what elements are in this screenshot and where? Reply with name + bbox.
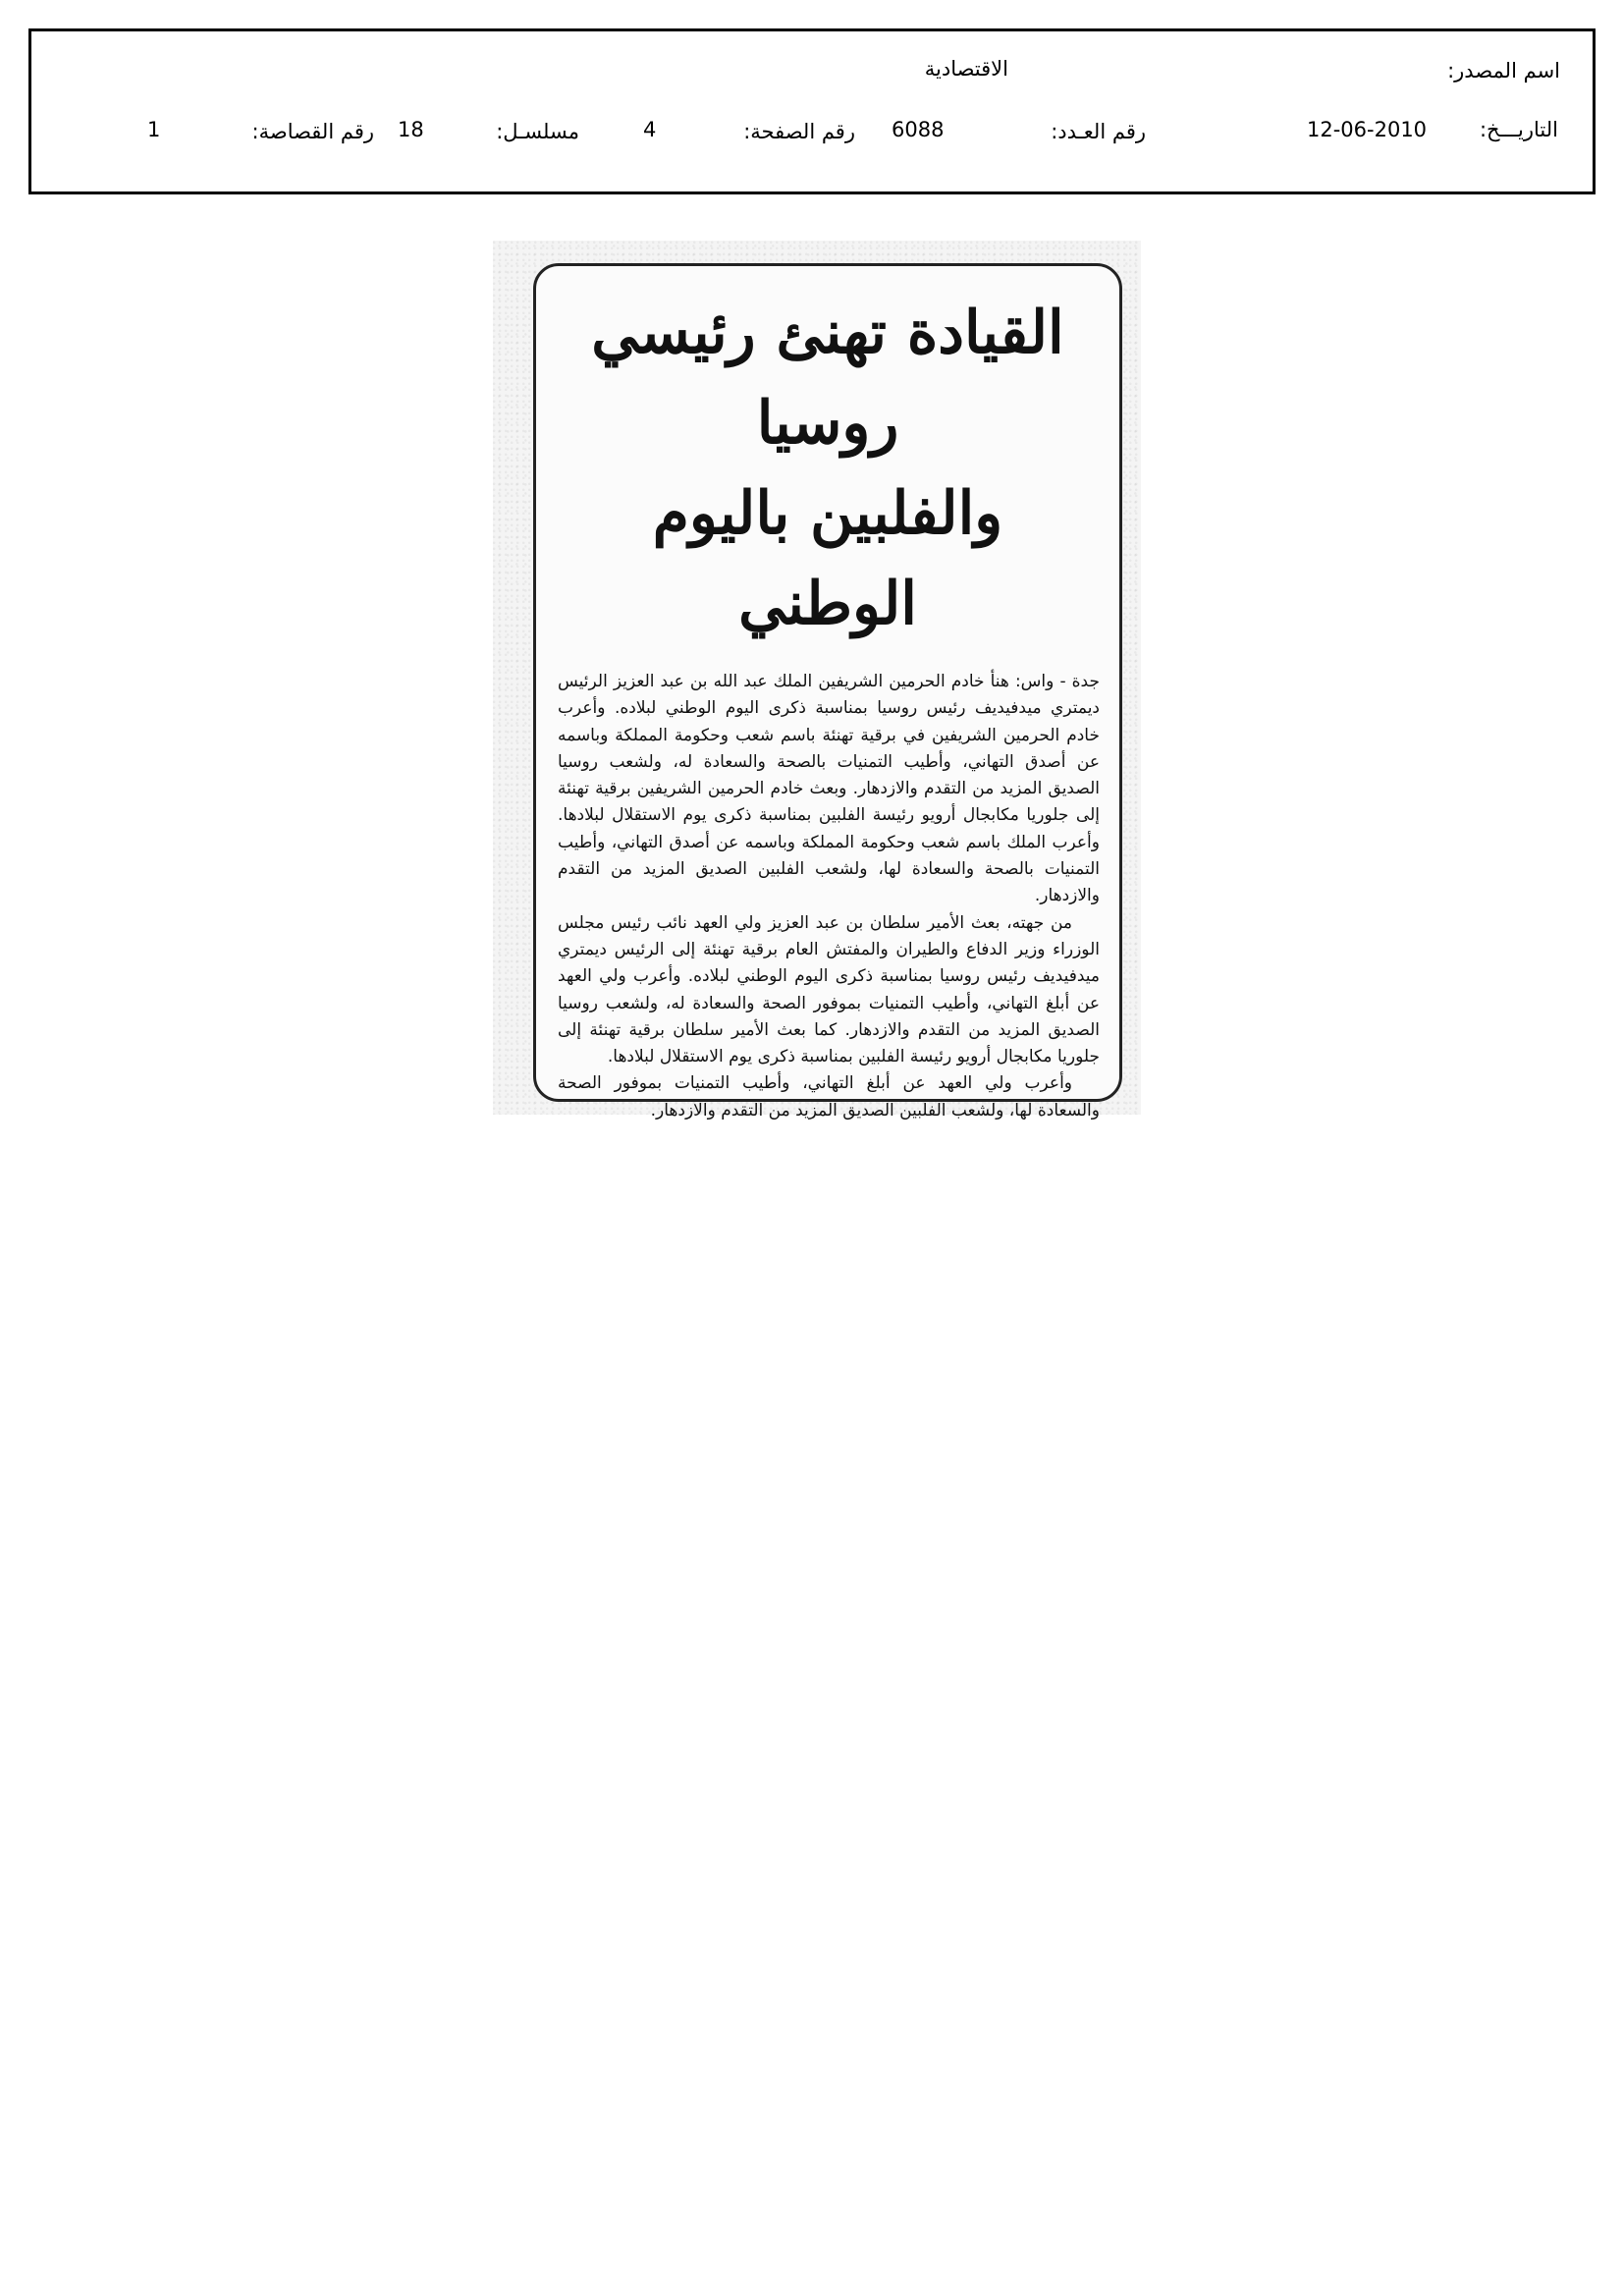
source-value: الاقتصادية — [924, 57, 1008, 81]
article-paragraph-2: من جهته، بعث الأمير سلطان بن عبد العزيز ولي العهد نائب رئيس مجلس الوزراء وزير الدفاع والطيران والمفتش العام برقية تهنئة إلى الرئيس ديمتري ميدفيديف رئيس روسيا بمناسبة ذكرى اليوم الوطني لبلاده. وأعرب ولي العهد عن أبلغ التهاني، وأطيب التمنيات بموفور الصحة والسعادة له، ولشعب روسيا الصديق المزيد من التقدم والازدهار. كما بعث الأمير سلطان برقية تهنئة إلى جلوريا مكابجال أرويو رئيسة الفلبين بمناسبة ذكرى يوم الاستقلال لبلادها. — [558, 912, 1100, 1067]
date-label: التاريـــخ: — [1479, 118, 1558, 141]
issue-value: 6088 — [892, 118, 945, 141]
article-paragraph-1: جدة - واس: هنأ خادم الحرمين الشريفين الملك عبد الله بن عبد العزيز الرئيس ديمتري ميدفيديف رئيس روسيا بمناسبة ذكرى اليوم الوطني لبلاده. وأعرب خادم الحرمين الشريفين في برقية تهنئة باسم شعب وحكومة المملكة وباسمه عن أصدق التهاني، وأطيب التمنيات بالصحة والسعادة له، ولشعب روسيا الصديق المزيد من التقدم والازدهار. وبعث خادم الحرمين الشريفين برقية تهنئة إلى جلوريا مكابجال أرويو رئيسة الفلبين بمناسبة ذكرى يوم الاستقلال لبلادها. وأعرب الملك باسم شعب وحكومة المملكة وباسمه عن أصدق التهاني، وأطيب التمنيات بالصحة والسعادة لها، ولشعب الفلبين الصديق المزيد من التقدم والازدهار. — [558, 672, 1100, 906]
article — [533, 263, 1122, 1121]
serial-value: 18 — [398, 118, 424, 141]
headline-line-2: والفلبين باليوم الوطني — [652, 479, 1003, 638]
headline-line-1: القيادة تهنئ رئيسي روسيا — [591, 299, 1064, 458]
header-box — [28, 28, 1596, 194]
article-paragraph-3: وأعرب ولي العهد عن أبلغ التهاني، وأطيب التمنيات بموفور الصحة والسعادة لها، ولشعب الفلبين الصديق المزيد من التقدم والازدهار. — [558, 1073, 1100, 1121]
issue-label: رقم العـدد: — [1051, 120, 1146, 143]
serial-label: مسلسـل: — [496, 120, 579, 143]
date-value: 12-06-2010 — [1307, 118, 1428, 141]
article-body — [558, 669, 1100, 1124]
article-headline — [554, 288, 1102, 649]
clip-label: رقم القصاصة: — [251, 120, 374, 143]
page-label: رقم الصفحة: — [743, 120, 855, 143]
source-label: اسم المصدر: — [1447, 59, 1560, 82]
clip-value: 1 — [147, 118, 161, 141]
page-value: 4 — [643, 118, 657, 141]
